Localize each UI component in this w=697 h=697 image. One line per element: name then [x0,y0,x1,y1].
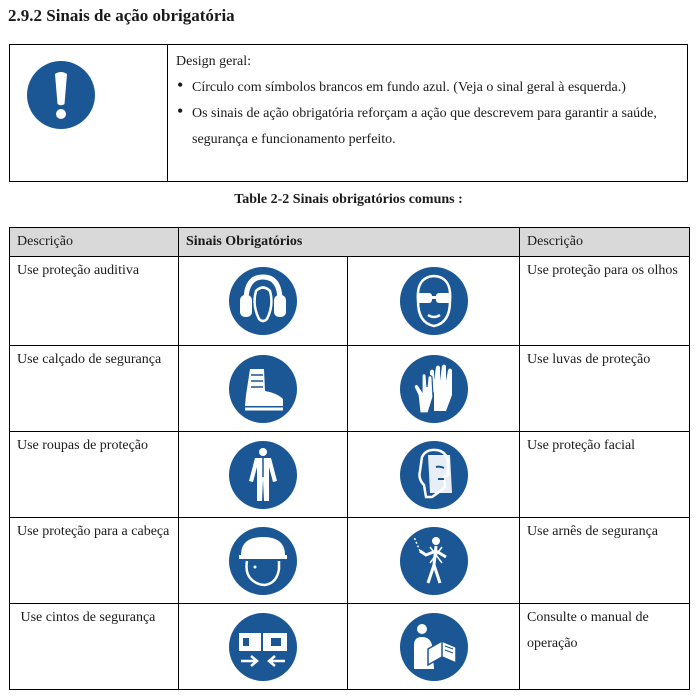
sign-cell [179,604,348,690]
eye-protection-icon [398,265,470,337]
row-description-right: Consulte o manual de operação [520,604,690,690]
general-heading: Design geral: [176,54,252,69]
row-description-left: Use proteção auditiva [10,257,179,346]
face-shield-icon [398,439,470,511]
mandatory-signs-table [9,227,690,690]
sign-cell [179,432,348,518]
header-description-right: Descrição [520,228,690,257]
table-header-row [10,228,690,257]
row-description-left: Use calçado de segurança [10,346,179,432]
row-description-right: Use luvas de proteção [520,346,690,432]
table-row [10,604,690,690]
sign-cell [179,257,348,346]
sign-cell [348,518,520,604]
general-bullet: • Os sinais de ação obrigatória reforçam a ação que descrevem para garantir a saúde, segurança e funcionamento perfeito. [176,101,681,153]
safety-harness-icon [398,525,470,597]
general-description [176,45,681,153]
general-design-box [9,44,688,182]
sign-cell [348,604,520,690]
sign-cell [179,346,348,432]
seat-belt-icon [227,611,299,683]
section-title: 2.9.2 Sinais de ação obrigatória [8,6,235,25]
general-sign-cell [10,45,168,181]
row-description-right: Use arnês de segurança [520,518,690,604]
read-manual-icon [398,611,470,683]
header-description-left: Descrição [10,228,179,257]
table-row [10,518,690,604]
general-bullet: • Círculo com símbolos brancos em fundo azul. (Veja o sinal geral à esquerda.) [176,75,681,101]
row-description-right: Use proteção facial [520,432,690,518]
table-caption: Table 2-2 Sinais obrigatórios comuns : [234,192,463,207]
sign-cell [348,257,520,346]
header-signs: Sinais Obrigatórios [179,228,520,257]
sign-cell [348,432,520,518]
protective-gloves-icon [398,353,470,425]
exclamation-icon [25,59,97,131]
table-row [10,346,690,432]
row-description-left: Use roupas de proteção [10,432,179,518]
ear-protection-icon [227,265,299,337]
row-description-left: Use proteção para a cabeça [10,518,179,604]
table-row [10,432,690,518]
hard-hat-icon [227,525,299,597]
protective-clothing-icon [227,439,299,511]
row-description-left: Use cintos de segurança [10,604,179,690]
sign-cell [179,518,348,604]
table-row [10,257,690,346]
sign-cell [348,346,520,432]
row-description-right: Use proteção para os olhos [520,257,690,346]
safety-boot-icon [227,353,299,425]
